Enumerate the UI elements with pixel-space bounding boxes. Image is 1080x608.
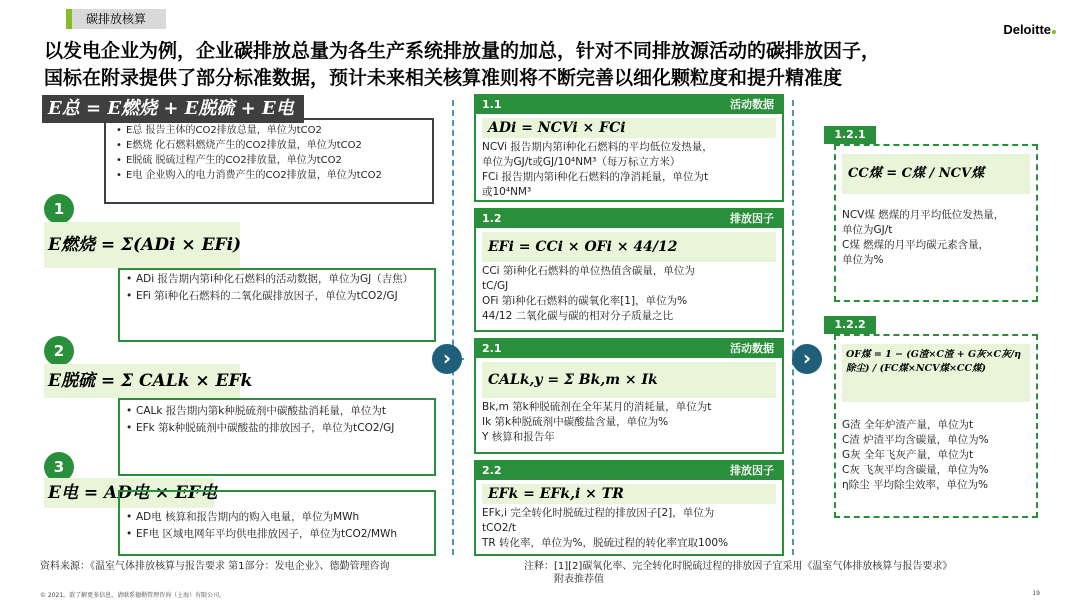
footer-note — [524, 560, 1044, 586]
headline — [44, 38, 1044, 92]
def-item: • E脱硫 脱硫过程产生的CO2排放量，单位为tCO2 — [114, 153, 432, 168]
def-item: • E电 企业购入的电力消费产生的CO2排放量，单位为tCO2 — [114, 168, 432, 183]
dashed-connector-left — [452, 100, 454, 555]
card-header: 2.1 活动数据 — [476, 340, 782, 358]
section-1-bullet: • EFi 第i种化石燃料的二氧化碳排放因子，单位为tCO2/GJ — [124, 289, 434, 304]
card-text: η除尘 平均除尘效率，单位为% — [842, 479, 988, 491]
card-text: tCO2/t — [482, 522, 517, 534]
card-text: C煤 燃煤的月平均碳元素含量， — [842, 239, 990, 251]
card-formula: OF煤 = 1 − (G渣×C渣 + G灰×C灰/η除尘) / (FC煤×NCV煤×CC煤) — [842, 344, 1030, 402]
card-text: G渣 全年炉渣产量，单位为t — [842, 419, 974, 431]
card-text: 或10⁴NM³ — [482, 186, 532, 198]
card-text: 单位为GJ/t — [842, 224, 893, 236]
deloitte-logo: Deloitte — [1003, 22, 1056, 37]
section-number-2: 2 — [44, 336, 74, 366]
section-2-formula: E脱硫 = Σ CALk × EFk — [44, 364, 240, 398]
card-formula: EFi = CCi × OFi × 44/12 — [482, 232, 776, 262]
card-2-2 — [474, 460, 784, 556]
headline-line-1: 以发电企业为例，企业碳排放总量为各生产系统排放量的加总，针对不同排放源活动的碳排放因子， — [44, 40, 881, 62]
card-text: Y 核算和报告年 — [482, 431, 555, 443]
section-1-bullets — [118, 268, 436, 342]
card-text: NCV煤 燃煤的月平均低位发热量， — [842, 209, 1005, 221]
card-text: 单位为GJ/t或GJ/10⁴NM³（每万标立方米） — [482, 156, 681, 168]
card-text: C灰 飞灰平均含碳量，单位为% — [842, 464, 989, 476]
card-1-2-2 — [834, 334, 1038, 518]
footer-note-line: 注释：[1][2]碳氧化率、完全转化时脱硫过程的排放因子宜采用《温室气体排放核算与报告要求》 — [524, 561, 953, 572]
card-2-1 — [474, 338, 784, 454]
card-text: FCi 报告期内第i种化石燃料的净消耗量，单位为t — [482, 171, 709, 183]
main-formula: E总 = E燃烧 + E脱硫 + E电 — [42, 95, 304, 123]
card-text: 单位为% — [842, 254, 884, 266]
card-text: G灰 全年飞灰产量，单位为t — [842, 449, 974, 461]
card-1-2-1-header: 1.2.1 — [824, 126, 876, 144]
chevron-right-icon: › — [432, 344, 462, 374]
card-1-2-2-header: 1.2.2 — [824, 316, 876, 334]
card-text: Ik 第k种脱硫剂中碳酸盐含量，单位为% — [482, 416, 669, 428]
section-tag: 碳排放核算 — [66, 9, 166, 29]
card-text: OFi 第i种化石燃料的碳氧化率[1]，单位为% — [482, 295, 688, 307]
section-3-formula: E电 = AD电 × EF电 — [44, 478, 214, 508]
def-item: • E总 报告主体的CO2排放总量，单位为tCO2 — [114, 123, 432, 138]
section-1-bullet: • ADi 报告期内第i种化石燃料的活动数据，单位为GJ（吉焦） — [124, 272, 434, 287]
footer-source: 资料来源：《温室气体排放核算与报告要求 第1部分：发电企业》、德勤管理咨询 — [40, 561, 390, 572]
card-header: 1.1 活动数据 — [476, 96, 782, 114]
footer-copyright: © 2021。欲了解更多信息，请联系德勤管理咨询（上海）有限公司。 — [40, 592, 226, 599]
card-header: 1.2 排放因子 — [476, 210, 782, 228]
section-3-bullet: • AD电 核算和报告期内的购入电量，单位为MWh — [124, 510, 434, 525]
card-formula: EFk = EFk,i × TR — [482, 484, 776, 504]
card-1-2 — [474, 208, 784, 332]
section-2-bullet: • CALk 报告期内第k种脱硫剂中碳酸盐消耗量，单位为t — [124, 404, 434, 419]
section-1-formula: E燃烧 = Σ(ADi × EFi) — [44, 222, 240, 268]
section-number-1: 1 — [44, 194, 74, 224]
card-1-1 — [474, 94, 784, 202]
card-text: tC/GJ — [482, 280, 509, 292]
card-formula: ADi = NCVi × FCi — [482, 118, 776, 138]
section-2-bullets — [118, 398, 436, 476]
chevron-right-icon: › — [792, 344, 822, 374]
card-text: NCVi 报告期内第i种化石燃料的平均低位发热量， — [482, 141, 713, 153]
card-text: 44/12 二氧化碳与碳的相对分子质量之比 — [482, 310, 674, 322]
card-text: CCi 第i种化石燃料的单位热值含碳量，单位为 — [482, 265, 695, 277]
card-text: C渣 炉渣平均含碳量，单位为% — [842, 434, 989, 446]
tag-accent-bar — [66, 9, 72, 29]
card-text: TR 转化率，单位为%，脱硫过程的转化率宜取100% — [482, 537, 729, 549]
definitions-box — [104, 118, 434, 204]
footer-note-line: 附表推荐值 — [554, 574, 604, 585]
section-2-bullet: • EFk 第k种脱硫剂中碳酸盐的排放因子，单位为tCO2/GJ — [124, 421, 434, 436]
section-3-bullet: • EF电 区域电网年平均供电排放因子，单位为tCO2/MWh — [124, 527, 434, 542]
card-formula: CALk,y = Σ Bk,m × Ik — [482, 362, 776, 398]
card-formula: CC煤 = C煤 / NCV煤 — [842, 154, 1030, 194]
dashed-connector-right — [792, 100, 794, 555]
card-text: Bk,m 第k种脱硫剂在全年某月的消耗量，单位为t — [482, 401, 712, 413]
card-1-2-1 — [834, 144, 1038, 302]
section-number-3: 3 — [44, 452, 74, 482]
headline-line-2: 国标在附录提供了部分标准数据，预计未来相关核算准则将不断完善以细化颗粒度和提升精准度 — [44, 67, 843, 89]
section-3-bullets — [118, 490, 436, 556]
card-text: EFk,i 完全转化时脱硫过程的排放因子[2]，单位为 — [482, 507, 715, 519]
page-number: 19 — [1032, 590, 1040, 597]
card-header: 2.2 排放因子 — [476, 462, 782, 480]
def-item: • E燃烧 化石燃料燃烧产生的CO2排放量，单位为tCO2 — [114, 138, 432, 153]
